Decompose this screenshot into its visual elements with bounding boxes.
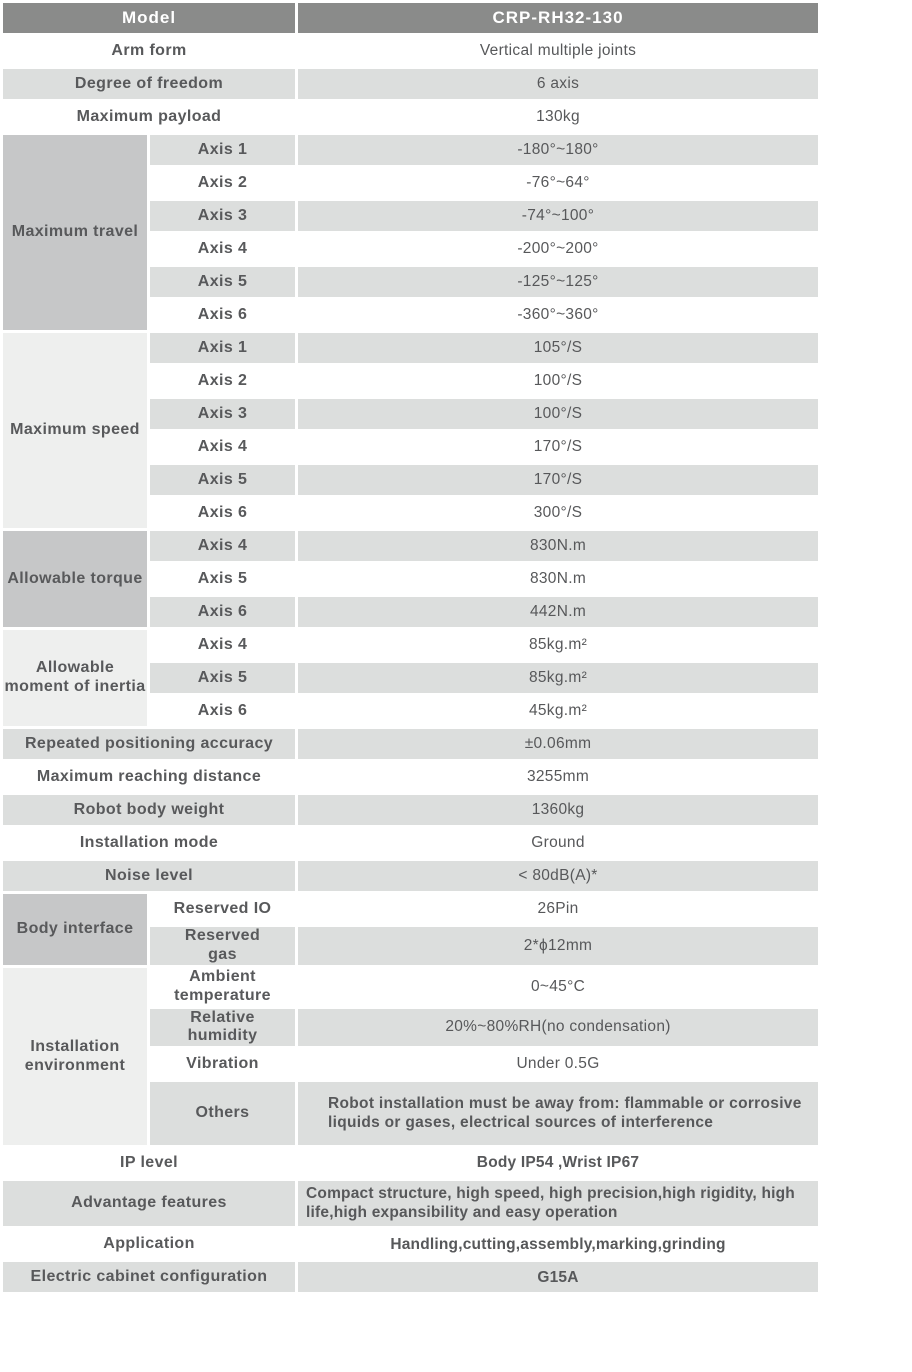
spec-value: 105°/S bbox=[297, 332, 820, 365]
table-row bbox=[2, 794, 820, 827]
sub-label: Others bbox=[149, 1081, 297, 1147]
spec-value: Under 0.5G bbox=[297, 1048, 820, 1081]
table-row bbox=[2, 68, 820, 101]
table-row bbox=[2, 761, 820, 794]
row-label: Noise level bbox=[2, 860, 297, 893]
model-header-value: CRP-RH32-130 bbox=[297, 2, 820, 35]
row-label: Application bbox=[2, 1228, 297, 1261]
spec-value: 170°/S bbox=[297, 464, 820, 497]
axis-label: Axis 6 bbox=[149, 299, 297, 332]
spec-value: -76°~64° bbox=[297, 167, 820, 200]
table-row bbox=[2, 101, 820, 134]
spec-value: 830N.m bbox=[297, 530, 820, 563]
spec-value-others: Robot installation must be away from: flammable or corrosive liquids or gases, electrical sources of interference bbox=[297, 1081, 820, 1147]
sub-label: Relative humidity bbox=[149, 1007, 297, 1048]
spec-value: -360°~360° bbox=[297, 299, 820, 332]
group-label-allowable-moment-of-inertia: Allowable moment of inertia bbox=[2, 629, 149, 728]
table-row bbox=[2, 827, 820, 860]
axis-label: Axis 4 bbox=[149, 233, 297, 266]
table-row bbox=[2, 134, 820, 167]
spec-value: < 80dB(A)* bbox=[297, 860, 820, 893]
group-label-body-interface: Body interface bbox=[2, 893, 149, 967]
group-label-installation-environment: Installation environment bbox=[2, 966, 149, 1147]
spec-value: 20%~80%RH(no condensation) bbox=[297, 1007, 820, 1048]
axis-label: Axis 5 bbox=[149, 563, 297, 596]
table-row bbox=[2, 860, 820, 893]
spec-value: 6 axis bbox=[297, 68, 820, 101]
spec-value-advantage: Compact structure, high speed, high precision,high rigidity, high life,high expansibility and easy operation bbox=[297, 1180, 820, 1228]
row-label: Maximum payload bbox=[2, 101, 297, 134]
spec-value: 170°/S bbox=[297, 431, 820, 464]
table-row bbox=[2, 35, 820, 68]
group-label-maximum-speed: Maximum speed bbox=[2, 332, 149, 530]
spec-value: 100°/S bbox=[297, 398, 820, 431]
axis-label: Axis 6 bbox=[149, 497, 297, 530]
group-label-maximum-travel: Maximum travel bbox=[2, 134, 149, 332]
spec-value: 130kg bbox=[297, 101, 820, 134]
table-row bbox=[2, 893, 820, 926]
sub-label: Vibration bbox=[149, 1048, 297, 1081]
row-label: Robot body weight bbox=[2, 794, 297, 827]
table-row bbox=[2, 728, 820, 761]
spec-value: 100°/S bbox=[297, 365, 820, 398]
spec-value: 3255mm bbox=[297, 761, 820, 794]
table-row bbox=[2, 530, 820, 563]
spec-value: -200°~200° bbox=[297, 233, 820, 266]
row-label: Degree of freedom bbox=[2, 68, 297, 101]
axis-label: Axis 2 bbox=[149, 167, 297, 200]
table-row bbox=[2, 2, 820, 35]
spec-value: Vertical multiple joints bbox=[297, 35, 820, 68]
spec-value: 2*ϕ12mm bbox=[297, 926, 820, 967]
spec-value: 300°/S bbox=[297, 497, 820, 530]
row-label: Repeated positioning accuracy bbox=[2, 728, 297, 761]
row-label: Maximum reaching distance bbox=[2, 761, 297, 794]
axis-label: Axis 4 bbox=[149, 629, 297, 662]
axis-label: Axis 4 bbox=[149, 431, 297, 464]
table-row bbox=[2, 629, 820, 662]
spec-value: 830N.m bbox=[297, 563, 820, 596]
table-row bbox=[2, 1180, 820, 1228]
table-row bbox=[2, 1261, 820, 1294]
row-label: Installation mode bbox=[2, 827, 297, 860]
row-label: Advantage features bbox=[2, 1180, 297, 1228]
group-label-allowable-torque: Allowable torque bbox=[2, 530, 149, 629]
spec-value: Body IP54 ,Wrist IP67 bbox=[297, 1147, 820, 1180]
spec-value: 1360kg bbox=[297, 794, 820, 827]
model-header-label: Model bbox=[2, 2, 297, 35]
axis-label: Axis 3 bbox=[149, 200, 297, 233]
spec-value: Ground bbox=[297, 827, 820, 860]
row-label: Arm form bbox=[2, 35, 297, 68]
axis-label: Axis 5 bbox=[149, 662, 297, 695]
table-row bbox=[2, 332, 820, 365]
table-row bbox=[2, 1147, 820, 1180]
sub-label: Reserved IO bbox=[149, 893, 297, 926]
spec-value: 442N.m bbox=[297, 596, 820, 629]
row-label: IP level bbox=[2, 1147, 297, 1180]
spec-value: 45kg.m² bbox=[297, 695, 820, 728]
axis-label: Axis 5 bbox=[149, 464, 297, 497]
spec-value: 0~45°C bbox=[297, 966, 820, 1007]
axis-label: Axis 1 bbox=[149, 332, 297, 365]
spec-value: -74°~100° bbox=[297, 200, 820, 233]
axis-label: Axis 2 bbox=[149, 365, 297, 398]
sub-label: Ambient temperature bbox=[149, 966, 297, 1007]
spec-value: 85kg.m² bbox=[297, 629, 820, 662]
spec-value: G15A bbox=[297, 1261, 820, 1294]
axis-label: Axis 6 bbox=[149, 695, 297, 728]
spec-value: ±0.06mm bbox=[297, 728, 820, 761]
axis-label: Axis 6 bbox=[149, 596, 297, 629]
spec-value: Handling,cutting,assembly,marking,grinding bbox=[297, 1228, 820, 1261]
axis-label: Axis 4 bbox=[149, 530, 297, 563]
sub-label: Reserved gas bbox=[149, 926, 297, 967]
row-label: Electric cabinet configuration bbox=[2, 1261, 297, 1294]
spec-value: -125°~125° bbox=[297, 266, 820, 299]
spec-value: -180°~180° bbox=[297, 134, 820, 167]
axis-label: Axis 3 bbox=[149, 398, 297, 431]
axis-label: Axis 5 bbox=[149, 266, 297, 299]
axis-label: Axis 1 bbox=[149, 134, 297, 167]
spec-value: 26Pin bbox=[297, 893, 820, 926]
spec-value: 85kg.m² bbox=[297, 662, 820, 695]
table-row bbox=[2, 966, 820, 1007]
table-row bbox=[2, 1228, 820, 1261]
